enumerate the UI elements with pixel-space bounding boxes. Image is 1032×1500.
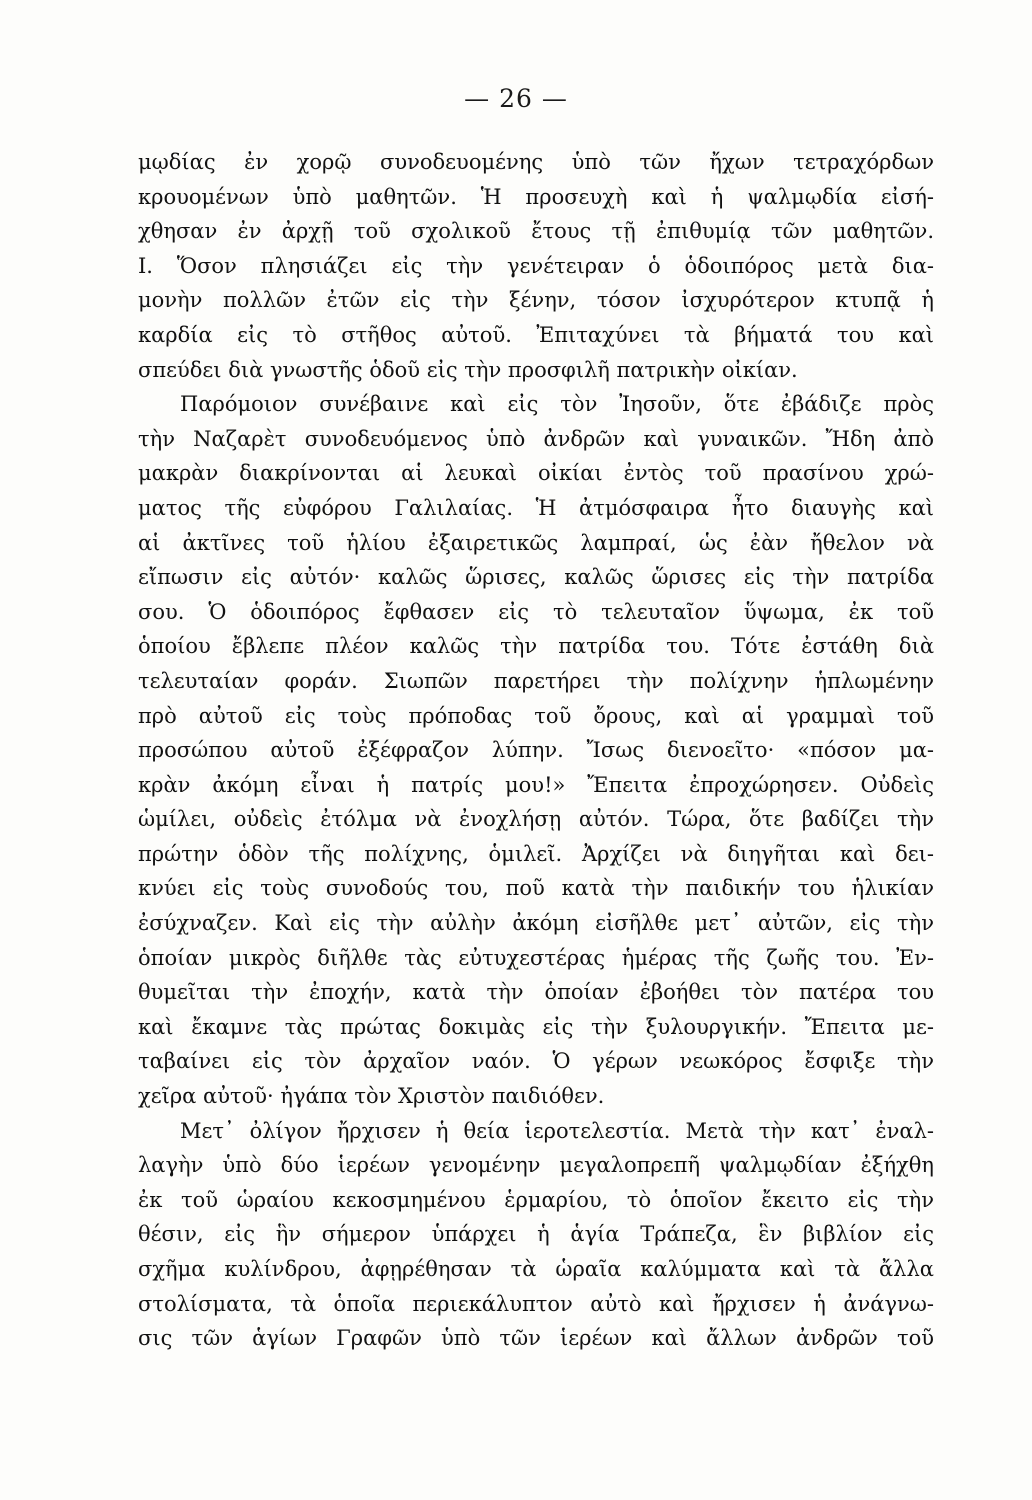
- text-line: αἱ ἀκτῖνες τοῦ ἡλίου ἐξαιρετικῶς λαμπραί, ὡς ἐὰν ἤθελον νὰ: [138, 530, 934, 555]
- text-line: Ι. Ὅσον πλησιάζει εἰς τὴν γενέτειραν ὁ ὁδοιπόρος μετὰ δια-: [138, 253, 934, 278]
- text-line: τελευταίαν φοράν. Σιωπῶν παρετήρει τὴν πολίχνην ἡπλωμένην: [138, 668, 934, 693]
- text-line: κρουομένων ὑπὸ μαθητῶν. Ἡ προσευχὴ καὶ ἡ ψαλμῳδία εἰσή-: [138, 184, 934, 209]
- text-line: Μετ᾽ ὀλίγον ἤρχισεν ἡ θεία ἱεροτελεστία. Μετὰ τὴν κατ᾽ ἐναλ-: [180, 1118, 934, 1143]
- text-line: πρὸ αὐτοῦ εἰς τοὺς πρόποδας τοῦ ὄρους, καὶ αἱ γραμμαὶ τοῦ: [138, 703, 934, 728]
- text-line: στολίσματα, τὰ ὁποῖα περιεκάλυπτον αὐτὸ καὶ ἤρχισεν ἡ ἀνάγνω-: [138, 1291, 934, 1316]
- text-line: μακρὰν διακρίνονται αἱ λευκαὶ οἰκίαι ἐντὸς τοῦ πρασίνου χρώ-: [138, 461, 934, 486]
- page-number: — 26 —: [464, 84, 568, 113]
- text-line: σπεύδει διὰ γνωστῆς ὁδοῦ εἰς τὴν προσφιλῆ πατρικὴν οἰκίαν.: [138, 357, 798, 382]
- text-line: προσώπου αὐτοῦ ἐξέφραζον λύπην. Ἴσως διενοεῖτο· «πόσον μα-: [138, 738, 934, 763]
- text-line: ἐσύχναζεν. Καὶ εἰς τὴν αὐλὴν ἀκόμη εἰσῆλθε μετ᾽ αὐτῶν, εἰς τὴν: [138, 911, 934, 936]
- text-line: ὁποίου ἔβλεπε πλέον καλῶς τὴν πατρίδα του. Τότε ἐστάθη διὰ: [138, 634, 934, 659]
- text-line: ὡμίλει, οὐδεὶς ἐτόλμα νὰ ἐνοχλήσῃ αὐτόν. Τώρα, ὅτε βαδίζει τὴν: [138, 807, 934, 832]
- text-line: τὴν Ναζαρὲτ συνοδευόμενος ὑπὸ ἀνδρῶν καὶ γυναικῶν. Ἤδη ἀπὸ: [138, 426, 934, 451]
- text-line: πρώτην ὁδὸν τῆς πολίχνης, ὁμιλεῖ. Ἀρχίζει νὰ διηγῆται καὶ δει-: [138, 841, 934, 866]
- text-line: μονὴν πολλῶν ἐτῶν εἰς τὴν ξένην, τόσον ἰσχυρότερον κτυπᾷ ἡ: [138, 288, 934, 313]
- text-line: θέσιν, εἰς ἣν σήμερον ὑπάρχει ἡ ἁγία Τράπεζα, ἓν βιβλίον εἰς: [138, 1222, 934, 1247]
- text-line: σου. Ὁ ὁδοιπόρος ἔφθασεν εἰς τὸ τελευταῖον ὕψωμα, ἐκ τοῦ: [138, 599, 934, 624]
- text-line: ὁποίαν μικρὸς διῆλθε τὰς εὐτυχεστέρας ἡμέρας τῆς ζωῆς του. Ἐν-: [138, 945, 934, 970]
- text-line: Παρόμοιον συνέβαινε καὶ εἰς τὸν Ἰησοῦν, ὅτε ἐβάδιζε πρὸς: [180, 392, 934, 417]
- text-line: θυμεῖται τὴν ἐποχήν, κατὰ τὴν ὁποίαν ἐβοήθει τὸν πατέρα του: [138, 980, 934, 1005]
- text-line: μῳδίας ἐν χορῷ συνοδευομένης ὑπὸ τῶν ἤχων τετραχόρδων: [138, 150, 934, 174]
- text-line: σις τῶν ἁγίων Γραφῶν ὑπὸ τῶν ἱερέων καὶ ἄλλων ἀνδρῶν τοῦ: [138, 1326, 934, 1351]
- text-line: εἴπωσιν εἰς αὐτόν· καλῶς ὥρισες, καλῶς ὥρισες εἰς τὴν πατρίδα: [138, 565, 934, 590]
- text-line: χθησαν ἐν ἀρχῇ τοῦ σχολικοῦ ἔτους τῇ ἐπιθυμίᾳ τῶν μαθητῶν.: [138, 219, 934, 244]
- text-line: κρὰν ἀκόμη εἶναι ἡ πατρίς μου!» Ἔπειτα ἐπροχώρησεν. Οὐδεὶς: [138, 772, 934, 797]
- text-line: ἐκ τοῦ ὡραίου κεκοσμημένου ἑρμαρίου, τὸ ὁποῖον ἔκειτο εἰς τὴν: [138, 1187, 934, 1212]
- text-line: κνύει εἰς τοὺς συνοδούς του, ποῦ κατὰ τὴν παιδικήν του ἡλικίαν: [138, 876, 934, 901]
- text-line: καὶ ἔκαμνε τὰς πρώτας δοκιμὰς εἰς τὴν ξυλουργικήν. Ἔπειτα με-: [138, 1014, 934, 1039]
- text-line: ταβαίνει εἰς τὸν ἀρχαῖον ναόν. Ὁ γέρων νεωκόρος ἔσφιξε τὴν: [138, 1049, 934, 1074]
- text-line: καρδία εἰς τὸ στῆθος αὐτοῦ. Ἐπιταχύνει τὰ βήματά του καὶ: [138, 322, 934, 347]
- text-line: χεῖρα αὐτοῦ· ἠγάπα τὸν Χριστὸν παιδιόθεν.: [138, 1084, 605, 1109]
- text-line: λαγὴν ὑπὸ δύο ἱερέων γενομένην μεγαλοπρεπῆ ψαλμῳδίαν ἐξήχθη: [138, 1153, 934, 1178]
- text-line: ματος τῆς εὐφόρου Γαλιλαίας. Ἡ ἀτμόσφαιρα ἦτο διαυγὴς καὶ: [138, 495, 934, 520]
- body-text: [138, 145, 934, 1356]
- text-line: σχῆμα κυλίνδρου, ἀφῃρέθησαν τὰ ὡραῖα καλύμματα καὶ τὰ ἄλλα: [138, 1257, 934, 1281]
